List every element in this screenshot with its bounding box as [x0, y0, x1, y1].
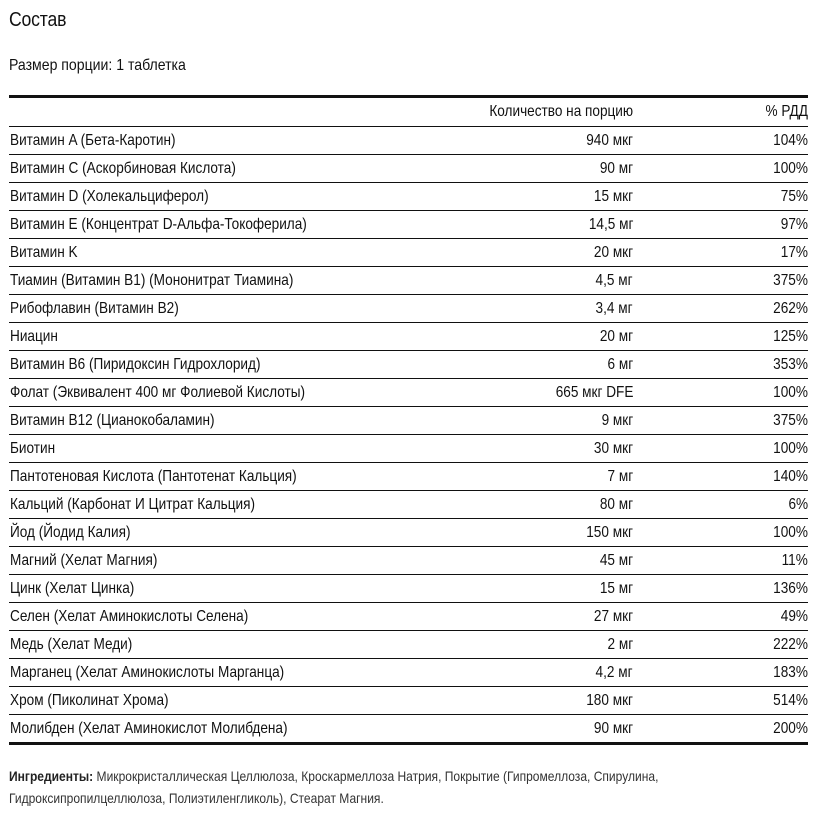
nutrient-name: Биотин [10, 439, 56, 457]
supplement-facts-table [9, 95, 808, 745]
table-row [9, 687, 808, 715]
nutrient-name: Хром (Пиколинат Хрома) [10, 691, 169, 709]
table-header-row [9, 98, 808, 127]
table-row [9, 323, 808, 351]
table-row [9, 155, 808, 183]
nutrient-amount: 4,2 мг [595, 663, 633, 681]
nutrient-dv: 353% [773, 355, 808, 373]
nutrient-dv: 100% [773, 383, 808, 401]
nutrient-dv: 100% [773, 159, 808, 177]
table-row [9, 379, 808, 407]
table-body [9, 127, 808, 745]
nutrient-amount: 15 мг [599, 579, 633, 597]
ingredients-note [9, 765, 809, 809]
nutrient-dv: 49% [780, 607, 808, 625]
nutrient-amount: 90 мг [599, 159, 633, 177]
nutrient-dv: 6% [788, 495, 808, 513]
table-row [9, 435, 808, 463]
nutrient-amount: 30 мкг [593, 439, 633, 457]
nutrient-dv: 262% [773, 299, 808, 317]
nutrient-name: Медь (Хелат Меди) [10, 635, 133, 653]
nutrient-amount: 2 мг [607, 635, 633, 653]
nutrient-amount: 15 мкг [593, 187, 633, 205]
nutrient-name: Пантотеновая Кислота (Пантотенат Кальция) [10, 467, 297, 485]
ingredients-label: Ингредиенты: [9, 768, 94, 784]
nutrient-name: Йод (Йодид Калия) [10, 523, 131, 541]
nutrient-amount: 150 мкг [586, 523, 633, 541]
nutrient-name: Тиамин (Витамин B1) (Мононитрат Тиамина) [10, 271, 294, 289]
nutrient-name: Витамин B12 (Цианокобаламин) [10, 411, 215, 429]
nutrient-amount: 80 мг [599, 495, 633, 513]
header-amount: Количество на порцию [489, 103, 633, 120]
nutrient-dv: 514% [773, 691, 808, 709]
nutrient-dv: 104% [773, 131, 808, 149]
serving-size: Размер порции: 1 таблетка [9, 57, 186, 74]
table-row [9, 127, 808, 155]
table-row [9, 183, 808, 211]
nutrient-name: Витамин B6 (Пиридоксин Гидрохлорид) [10, 355, 261, 373]
nutrient-amount: 9 мкг [601, 411, 633, 429]
nutrient-dv: 183% [773, 663, 808, 681]
nutrient-name: Селен (Хелат Аминокислоты Селена) [10, 607, 249, 625]
nutrient-amount: 90 мкг [593, 719, 633, 737]
table-row [9, 267, 808, 295]
nutrient-name: Магний (Хелат Магния) [10, 551, 158, 569]
nutrient-dv: 100% [773, 523, 808, 541]
nutrient-dv: 136% [773, 579, 808, 597]
nutrient-dv: 222% [773, 635, 808, 653]
table-row [9, 631, 808, 659]
nutrient-amount: 4,5 мг [595, 271, 633, 289]
nutrient-dv: 200% [773, 719, 808, 737]
nutrient-dv: 375% [773, 411, 808, 429]
nutrient-dv: 100% [773, 439, 808, 457]
table-row [9, 519, 808, 547]
table-row [9, 407, 808, 435]
nutrient-name: Рибофлавин (Витамин B2) [10, 299, 179, 317]
nutrient-name: Молибден (Хелат Аминокислот Молибдена) [10, 719, 288, 737]
nutrient-amount: 180 мкг [586, 691, 633, 709]
page-title: Состав [9, 9, 67, 31]
nutrient-name: Ниацин [10, 327, 58, 345]
nutrient-dv: 140% [773, 467, 808, 485]
nutrient-dv: 75% [780, 187, 808, 205]
table-row [9, 211, 808, 239]
composition-panel [9, 0, 808, 806]
table-row [9, 463, 808, 491]
nutrient-dv: 11% [781, 551, 808, 569]
table-row [9, 491, 808, 519]
nutrient-dv: 17% [780, 243, 808, 261]
nutrient-amount: 7 мг [607, 467, 633, 485]
nutrient-amount: 940 мкг [586, 131, 633, 149]
nutrient-name: Кальций (Карбонат И Цитрат Кальция) [10, 495, 256, 513]
table-row [9, 603, 808, 631]
ingredients-text: Микрокристаллическая Целлюлоза, Кроскармеллоза Натрия, Покрытие (Гипромеллоза, Спирулина, Гидроксипропилцеллюлоза, Полиэтиленгликоль), Стеарат Магния. [9, 768, 659, 806]
nutrient-dv: 125% [773, 327, 808, 345]
nutrient-dv: 97% [780, 215, 808, 233]
nutrient-amount: 3,4 мг [595, 299, 633, 317]
nutrient-amount: 6 мг [607, 355, 633, 373]
nutrient-amount: 20 мкг [593, 243, 633, 261]
nutrient-amount: 665 мкг DFE [555, 383, 633, 401]
nutrient-amount: 27 мкг [593, 607, 633, 625]
nutrient-amount: 14,5 мг [588, 215, 633, 233]
table-row [9, 547, 808, 575]
nutrient-name: Цинк (Хелат Цинка) [10, 579, 135, 597]
nutrient-amount: 45 мг [599, 551, 633, 569]
header-dv: % РДД [765, 103, 808, 120]
nutrient-name: Витамин D (Холекальциферол) [10, 187, 209, 205]
table-row [9, 715, 808, 745]
table-row [9, 659, 808, 687]
nutrient-name: Марганец (Хелат Аминокислоты Марганца) [10, 663, 285, 681]
table-row [9, 351, 808, 379]
nutrient-name: Витамин A (Бета-Каротин) [10, 131, 176, 149]
nutrient-name: Фолат (Эквивалент 400 мг Фолиевой Кислоты) [10, 383, 306, 401]
nutrient-name: Витамин K [10, 243, 78, 261]
nutrient-name: Витамин C (Аскорбиновая Кислота) [10, 159, 236, 177]
table-row [9, 295, 808, 323]
table-row [9, 239, 808, 267]
nutrient-name: Витамин E (Концентрат D-Альфа-Токоферила) [10, 215, 307, 233]
table-row [9, 575, 808, 603]
nutrient-amount: 20 мг [599, 327, 633, 345]
nutrient-dv: 375% [773, 271, 808, 289]
